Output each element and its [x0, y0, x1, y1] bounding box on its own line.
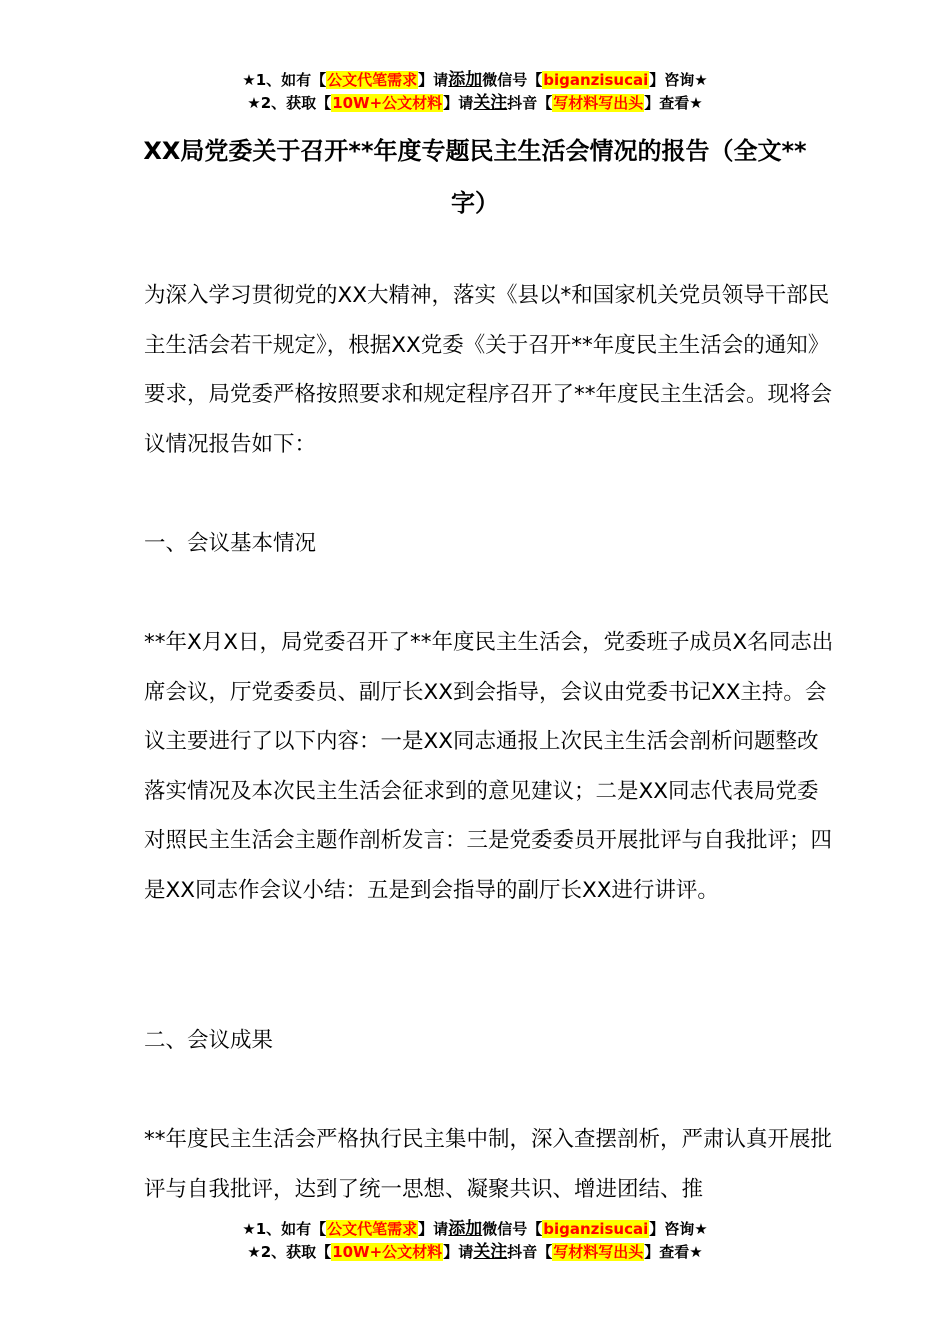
promo-emphasis: 关注: [473, 93, 508, 113]
promo-highlight: biganzisucai: [543, 1220, 649, 1238]
promo-text: ★1、如有【: [242, 1220, 327, 1238]
promo-text: 抖音【: [507, 1243, 553, 1261]
promo-emphasis: 添加: [448, 70, 483, 90]
promo-highlight: biganzisucai: [543, 71, 649, 89]
promo-text: 】咨询★: [649, 71, 708, 89]
promo-text: 】请: [443, 1243, 474, 1261]
promo-highlight: 写材料写出头: [553, 1243, 644, 1261]
promo-highlight: 10W+公文材料: [332, 1243, 443, 1261]
promo-text: 】请: [418, 71, 449, 89]
promo-text: 】查看★: [644, 1243, 703, 1261]
promo-highlight: 公文代笔需求: [327, 1220, 418, 1238]
document-title: XX局党委关于召开**年度专题民主生活会情况的报告（全文**字）: [143, 137, 807, 217]
promo-line-1: [0, 1218, 950, 1241]
promo-text: 微信号【: [482, 71, 543, 89]
promo-text: ★2、获取【: [247, 94, 332, 112]
results-paragraph: **年度民主生活会严格执行民主集中制，深入查摆剖析，严肃认真开展批评与自我批评，达到了统一思想、凝聚共识、增进团结、推: [144, 1127, 833, 1202]
promo-line-1: [0, 69, 950, 92]
promo-emphasis: 关注: [473, 1242, 508, 1262]
promo-text: ★2、获取【: [247, 1243, 332, 1261]
promo-text: 】查看★: [644, 94, 703, 112]
promo-banner-top: [0, 69, 950, 115]
promo-text: 】咨询★: [649, 1220, 708, 1238]
intro-paragraph: 为深入学习贯彻党的XX大精神，落实《县以*和国家机关党员领导干部民主生活会若干规定》，根据XX党委《关于召开**年度民主生活会的通知》要求，局党委严格按照要求和规定程序召开了**年度民主生活会。现将会议情况报告如下：: [144, 283, 833, 457]
promo-highlight: 10W+公文材料: [332, 94, 443, 112]
promo-highlight: 写材料写出头: [553, 94, 644, 112]
section-heading-2: 二、会议成果: [144, 1028, 274, 1053]
promo-emphasis: 添加: [448, 1219, 483, 1239]
promo-text: 】请: [418, 1220, 449, 1238]
promo-banner-bottom: [0, 1218, 950, 1264]
promo-highlight: 公文代笔需求: [327, 71, 418, 89]
promo-line-2: [0, 1241, 950, 1264]
promo-text: 抖音【: [507, 94, 553, 112]
promo-text: 】请: [443, 94, 474, 112]
promo-text: 微信号【: [482, 1220, 543, 1238]
promo-line-2: [0, 92, 950, 115]
meeting-details-paragraph: **年X月X日，局党委召开了**年度民主生活会，党委班子成员X名同志出席会议，厅党委委员、副厅长XX到会指导，会议由党委书记XX主持。会议主要进行了以下内容：一是XX同志通报上次民主生活会剖析问题整改落实情况及本次民主生活会征求到的意见建议；二是XX同志代表局党委对照民主生活会主题作剖析发言：三是党委委员开展批评与自我批评；四是XX同志作会议小结：五是到会指导的副厅长XX进行讲评。: [144, 630, 834, 903]
promo-text: ★1、如有【: [242, 71, 327, 89]
section-heading-1: 一、会议基本情况: [144, 531, 317, 556]
